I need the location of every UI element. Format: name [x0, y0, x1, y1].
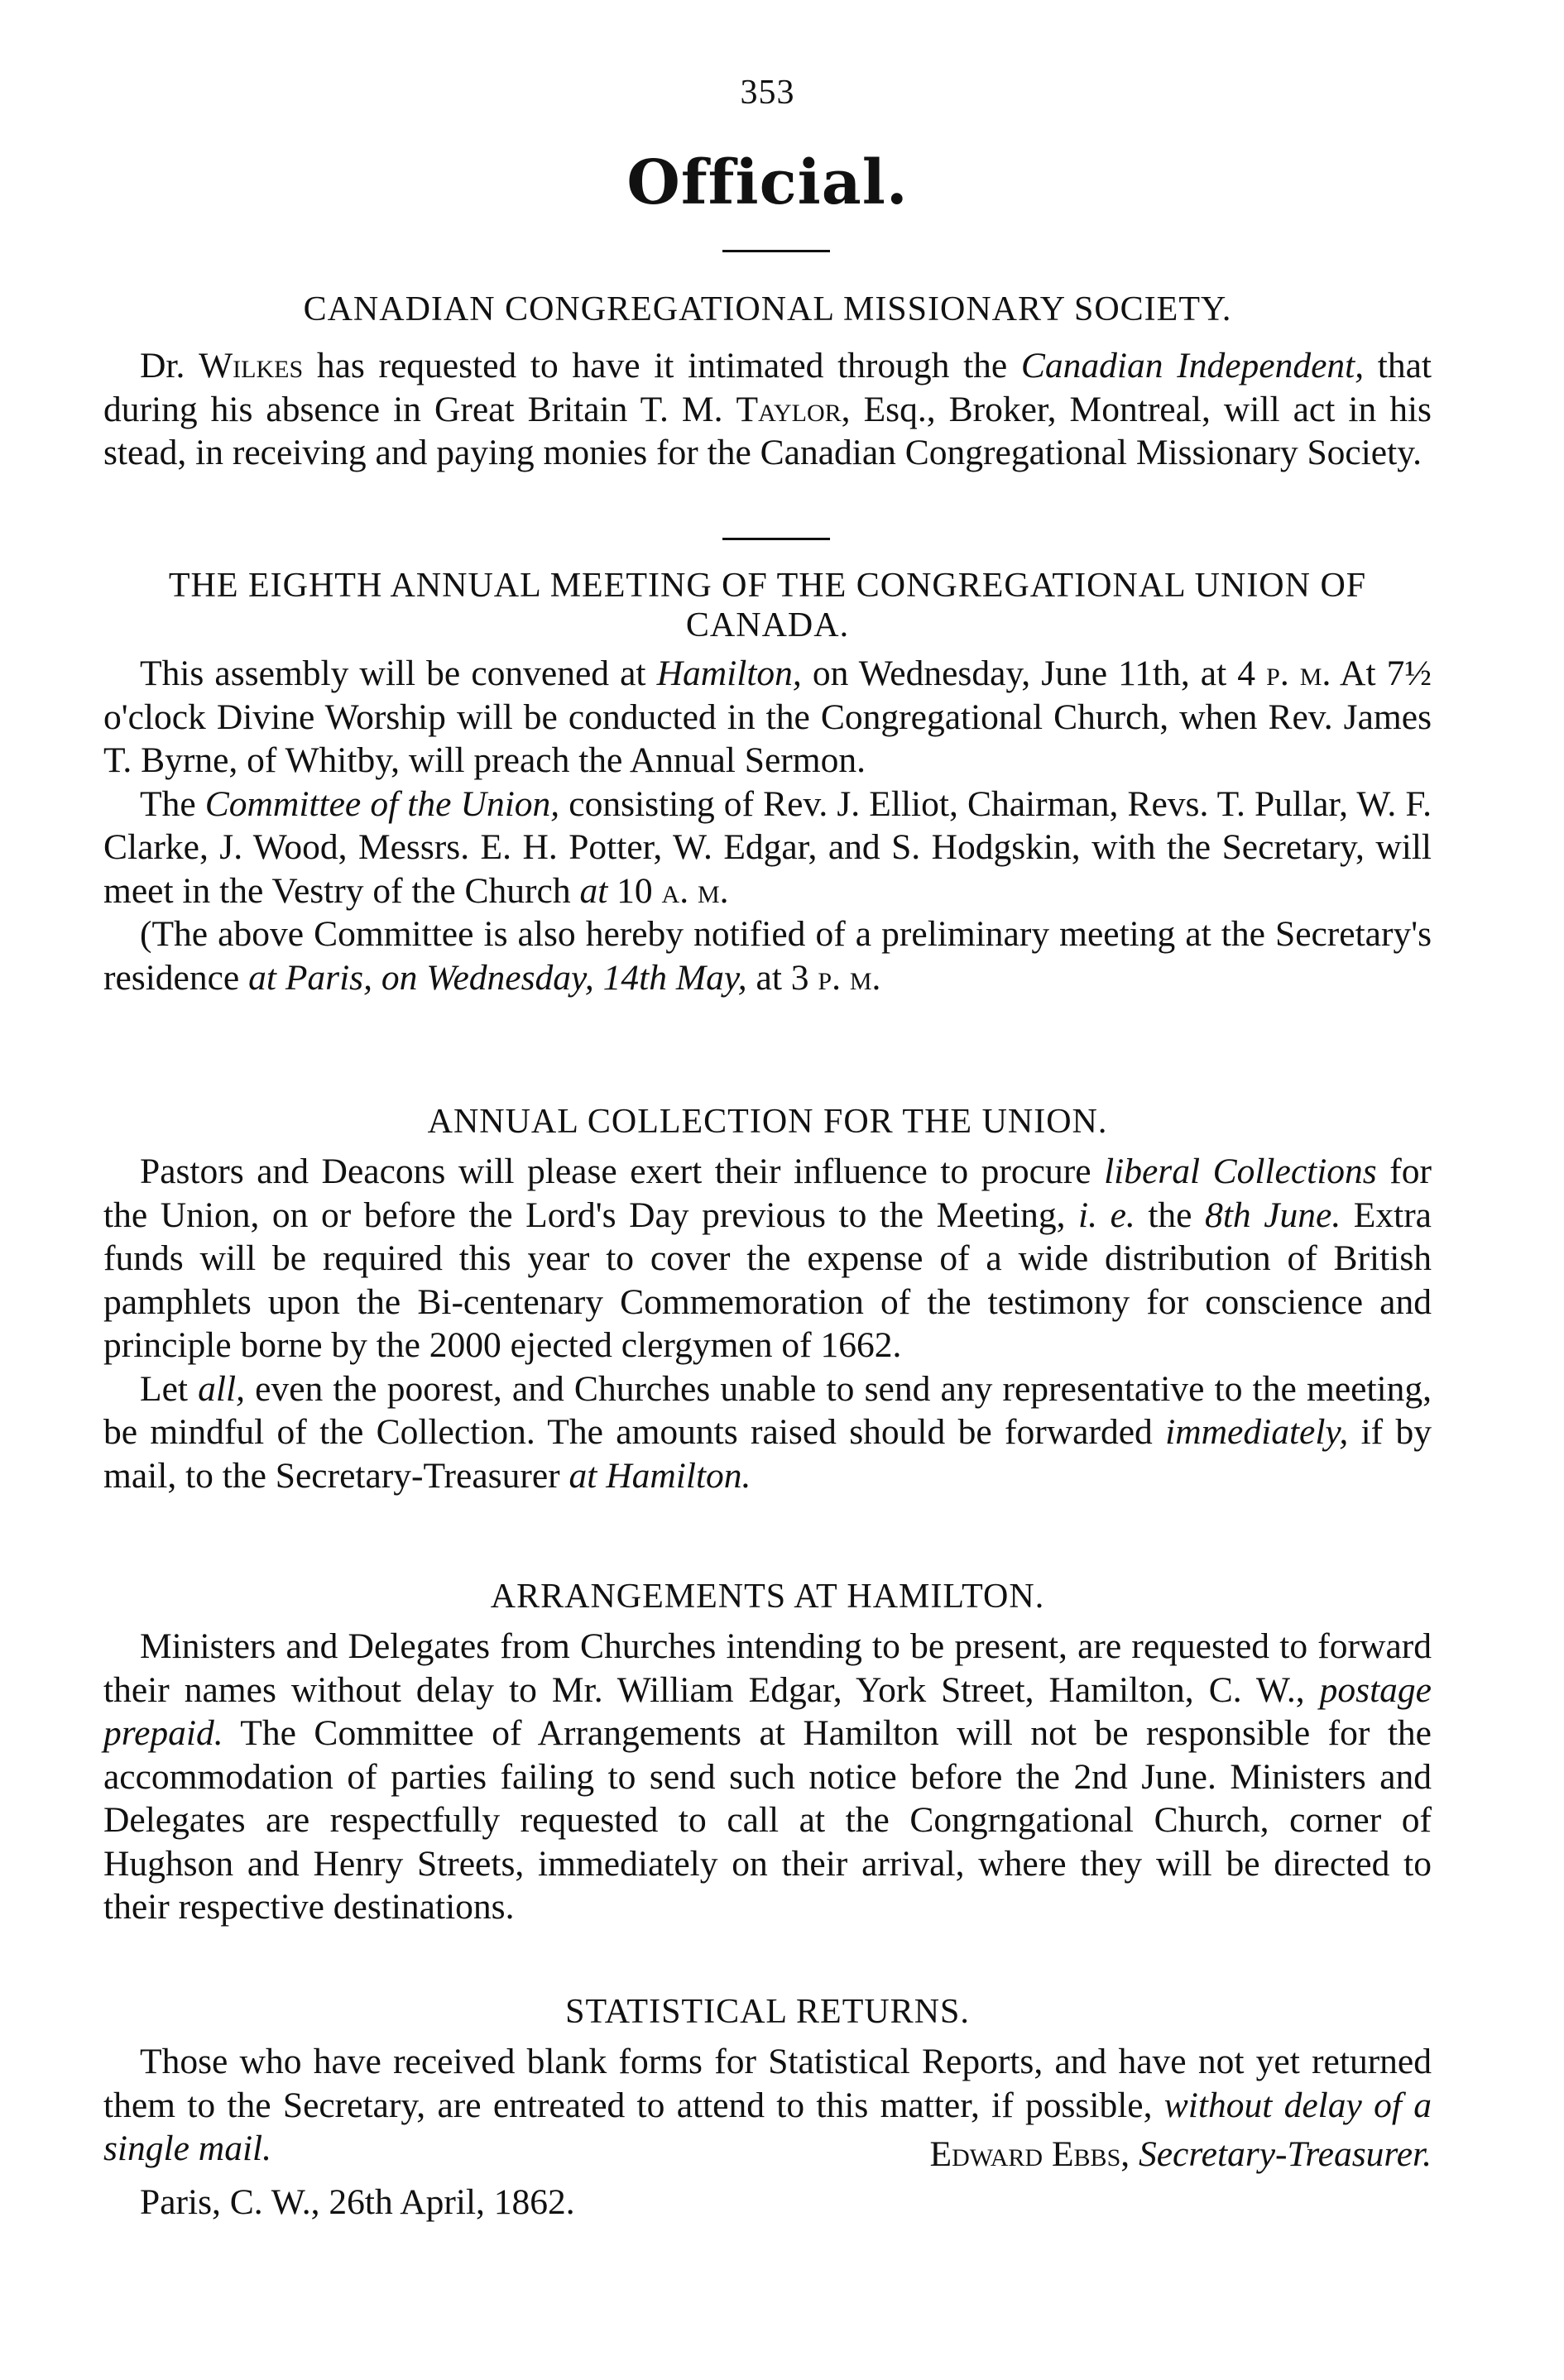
text-run: for the Union, on or before the Lord's Day previous to the Meeting,	[103, 1152, 1432, 1235]
text-run: The	[140, 783, 205, 824]
section-annual-collection	[103, 1102, 1432, 1497]
text-run: This assembly will be convened at	[140, 654, 657, 693]
text-run: 10	[607, 870, 662, 911]
text-run: Let	[140, 1368, 199, 1409]
section-missionary-society	[103, 290, 1432, 475]
text-run-italic: postage prepaid.	[103, 1669, 1432, 1753]
text-run: has requested to have it intimated through the	[303, 346, 1021, 385]
text-run-italic: all,	[198, 1368, 245, 1409]
section-heading: THE EIGHTH ANNUAL MEETING OF THE CONGREGATIONAL UNION OF CANADA.	[168, 567, 1367, 644]
text-run-italic: at Paris, on Wednesday, 14th May,	[248, 957, 747, 998]
section-heading: CANADIAN CONGREGATIONAL MISSIONARY SOCIETY.	[303, 290, 1232, 328]
text-run: the	[1135, 1195, 1206, 1235]
text-run-italic: without delay of a single mail.	[103, 2085, 1432, 2168]
text-run-italic: at	[579, 870, 608, 911]
text-run: , Esq., Broker, Montreal, will act in his stead, in receiving and paying monies for the Canadian Congregational Missionary Society.	[103, 389, 1432, 472]
text-run: that during his absence in Great Britain T. M.	[103, 346, 1432, 429]
section-heading: ARRANGEMENTS AT HAMILTON.	[490, 1578, 1045, 1616]
text-run: The Committee of Arrangements at Hamilton will not be responsible for the accommodation of parties failing to send such notice before the 2nd June. Ministers and Delegates are respectfully requested to call at the Congrngational Church, corner of Hughson and Henry Streets, immediately on their arrival, where they will be directed to their respective destinations.	[103, 1713, 1432, 1927]
text-run-italic: Hamilton,	[656, 654, 802, 693]
paragraph	[103, 1367, 1432, 1498]
text-run: Pastors and Deacons will please exert their influence to procure	[140, 1152, 1105, 1191]
section-heading: STATISTICAL RETURNS.	[565, 1993, 970, 2031]
text-run-italic: Committee of the Union,	[204, 783, 560, 824]
text-run: consisting of Rev. J. Elliot, Chairman, Revs. T. Pullar, W. F. Clarke, J. Wood, Messrs. E. H. Potter, W. Edgar, and S. Hodgskin, with the Secretary, will meet in the Vestry of the Church	[103, 783, 1432, 911]
text-run: At 7½ o'clock Divine Worship will be conducted in the Congregational Church, when Rev. James T. Byrne, of Whitby, will preach the Annual Sermon.	[103, 654, 1432, 780]
paragraph	[103, 1150, 1432, 1367]
text-run-smallcaps: Taylor	[736, 389, 842, 429]
text-run: Dr.	[140, 346, 199, 385]
text-run-italic: 8th June.	[1205, 1195, 1341, 1235]
text-run: at 3	[746, 957, 818, 998]
text-run-smallcaps: p. m.	[818, 957, 881, 998]
page-number: 353	[740, 74, 795, 112]
paragraph	[103, 912, 1432, 999]
paragraph	[103, 783, 1432, 913]
text-run: Extra funds will be required this year to cover the expense of a wide distribution of British pamphlets upon the Bi-centenary Commemoration of the testimony for conscience and principle borne by the 2000 ejected clergymen of 1662.	[103, 1195, 1432, 1365]
text-run-italic: Canadian Independent,	[1020, 346, 1365, 385]
divider-rule	[722, 250, 830, 252]
text-run-smallcaps: Wilkes	[199, 346, 304, 385]
text-run: even the poorest, and Churches unable to send any representative to the meeting, be mindful of the Collection. The amounts raised should be forwarded	[103, 1368, 1432, 1452]
section-heading: ANNUAL COLLECTION FOR THE UNION.	[427, 1103, 1108, 1141]
text-run: (The above Committee is also hereby notified of a preliminary meeting at the Secretary's residence	[103, 914, 1432, 998]
text-run: if by mail, to the Secretary-Treasurer	[103, 1412, 1432, 1496]
text-run-italic: immediately,	[1165, 1412, 1349, 1452]
text-run-italic: i. e.	[1078, 1195, 1135, 1235]
text-run: Those who have received blank forms for Statistical Reports, and have not yet returned them to the Secretary, are entreated to attend to this matter, if possible,	[103, 2042, 1432, 2125]
text-run-italic: liberal Collections	[1104, 1152, 1377, 1191]
text-run-italic: at Hamilton.	[569, 1455, 751, 1496]
dateline: Paris, C. W., 26th April, 1862.	[140, 2182, 575, 2222]
signature-line	[103, 2133, 1432, 2176]
masthead-title: Official.	[626, 147, 909, 218]
divider-rule	[722, 538, 830, 540]
paragraph	[103, 652, 1432, 783]
text-run-smallcaps: p. m.	[1266, 654, 1331, 693]
text-run-smallcaps: a. m.	[661, 870, 729, 911]
signature-name: Edward Ebbs,	[929, 2134, 1130, 2174]
text-run: on Wednesday, June 11th, at 4	[801, 654, 1267, 693]
section-arrangements	[103, 1577, 1432, 1929]
text-run: Ministers and Delegates from Churches intending to be present, are requested to forward their names without delay to Mr. William Edgar, York Street, Hamilton, C. W.,	[103, 1626, 1432, 1710]
paragraph	[103, 344, 1432, 475]
signature-title: Secretary-Treasurer.	[1139, 2134, 1432, 2174]
section-annual-meeting	[103, 566, 1432, 999]
paragraph	[103, 1625, 1432, 1929]
